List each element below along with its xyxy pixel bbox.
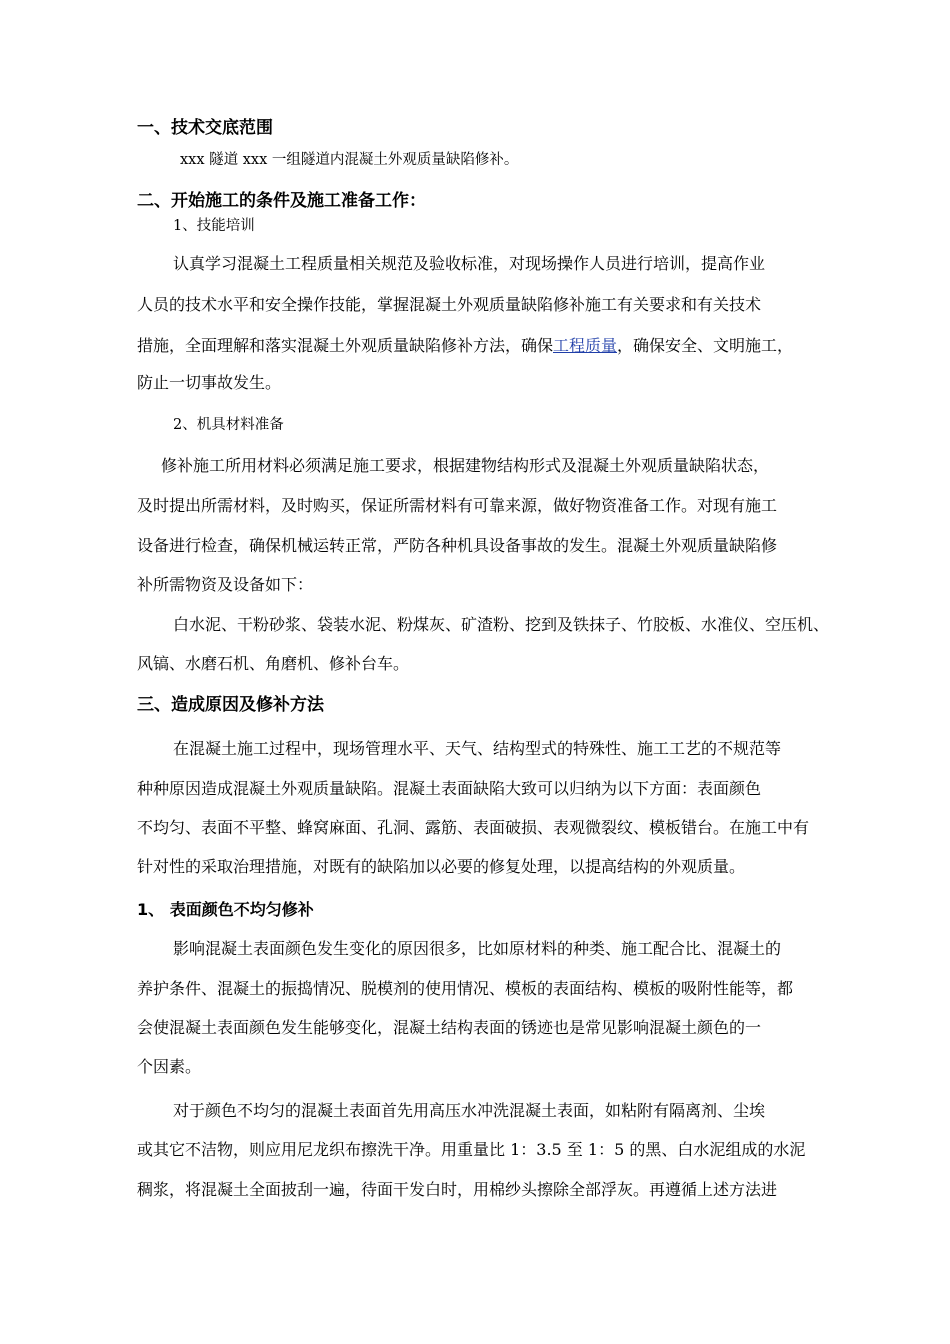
- paragraph-line: [137, 336, 827, 356]
- paragraph-line: 针对性的采取治理措施，对既有的缺陷加以必要的修复处理，以提高结构的外观质量。: [137, 857, 746, 876]
- paragraph-line: 风镐、水磨石机、角磨机、修补台车。: [137, 654, 410, 673]
- paragraph-line: 个因素。: [137, 1057, 202, 1076]
- paragraph-line: 影响混凝土表面颜色发生变化的原因很多，比如原材料的种类、施工配合比、混凝土的: [173, 939, 782, 958]
- section-1-body: xxx 隧道 xxx 一组隧道内混凝土外观质量缺陷修补。: [180, 152, 519, 168]
- section-2-title: 二、开始施工的条件及施工准备工作：: [137, 191, 426, 211]
- section-3-title: 三、造成原因及修补方法: [137, 695, 324, 715]
- paragraph-line: 会使混凝土表面颜色发生能够变化，混凝土结构表面的锈迹也是常见影响混凝土颜色的一: [137, 1018, 762, 1037]
- paragraph-line: 养护条件、混凝土的振捣情况、脱模剂的使用情况、模板的表面结构、模板的吸附性能等，都: [137, 979, 794, 998]
- subheading-equipment-materials: 2、机具材料准备: [173, 417, 284, 433]
- paragraph-line: 人员的技术水平和安全操作技能，掌握混凝土外观质量缺陷修补施工有关要求和有关技术: [137, 295, 762, 314]
- paragraph-line: 设备进行检查，确保机械运转正常，严防各种机具设备事故的发生。混凝土外观质量缺陷修: [137, 536, 778, 555]
- paragraph-line: 对于颜色不均匀的混凝土表面首先用高压水冲洗混凝土表面，如粘附有隔离剂、尘埃: [173, 1101, 766, 1120]
- engineering-quality-link[interactable]: 工程质量: [553, 336, 618, 355]
- subheading-color-repair: 1、 表面颜色不均匀修补: [137, 900, 314, 919]
- paragraph-line: 白水泥、干粉砂浆、袋装水泥、粉煤灰、矿渣粉、挖到及铁抹子、竹胶板、水准仪、空压机、: [173, 615, 830, 634]
- paragraph-line: 在混凝土施工过程中，现场管理水平、天气、结构型式的特殊性、施工工艺的不规范等: [173, 739, 782, 758]
- paragraph-line: 补所需物资及设备如下：: [137, 575, 314, 594]
- paragraph-text: ，确保安全、文明施工，: [617, 336, 794, 355]
- paragraph-line: 不均匀、表面不平整、蜂窝麻面、孔洞、露筋、表面破损、表观微裂纹、模板错台。在施工中有: [137, 818, 810, 837]
- paragraph-line: 或其它不洁物，则应用尼龙织布擦洗干净。用重量比 1：3.5 至 1：5 的黑、白水泥组成的水泥: [137, 1140, 806, 1159]
- paragraph-line: 种种原因造成混凝土外观质量缺陷。混凝土表面缺陷大致可以归纳为以下方面：表面颜色: [137, 779, 762, 798]
- section-1-title: 一、技术交底范围: [137, 118, 273, 138]
- paragraph-line: 防止一切事故发生。: [137, 373, 282, 392]
- paragraph-line: 修补施工所用材料必须满足施工要求，根据建物结构形式及混凝土外观质量缺陷状态，: [161, 456, 770, 475]
- subheading-skill-training: 1、技能培训: [173, 218, 255, 234]
- paragraph-text: 措施，全面理解和落实混凝土外观质量缺陷修补方法，确保: [137, 336, 554, 355]
- paragraph-line: 稠浆，将混凝土全面披刮一遍，待面干发白时，用棉纱头擦除全部浮灰。再遵循上述方法进: [137, 1180, 778, 1199]
- paragraph-line: 认真学习混凝土工程质量相关规范及验收标准，对现场操作人员进行培训，提高作业: [173, 254, 766, 273]
- paragraph-line: 及时提出所需材料，及时购买，保证所需材料有可靠来源，做好物资准备工作。对现有施工: [137, 496, 778, 515]
